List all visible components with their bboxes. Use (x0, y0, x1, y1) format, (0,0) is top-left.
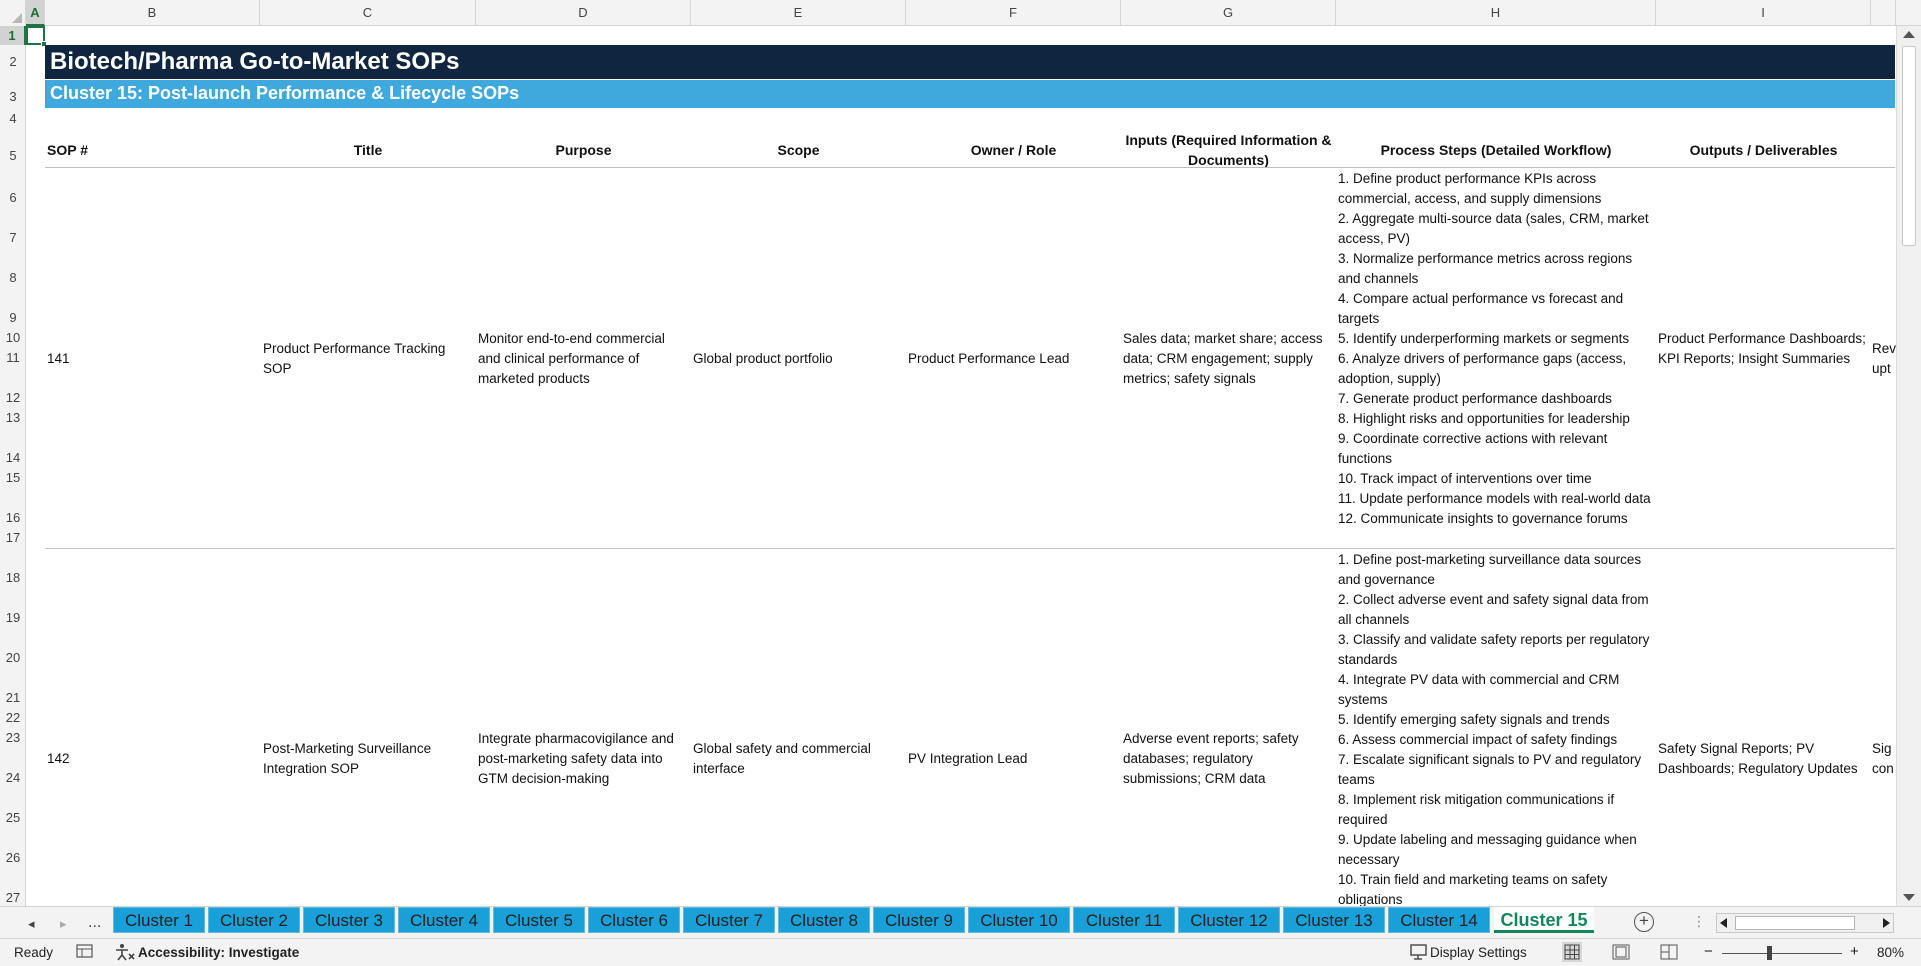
sheet-tab-cluster-1[interactable]: Cluster 1 (113, 907, 205, 933)
column-headers (0, 0, 1921, 26)
process-step: 8. Highlight risks and opportunities for leadership (1338, 411, 1630, 426)
sheet-tab-cluster-2[interactable]: Cluster 2 (208, 907, 300, 933)
header-purpose[interactable]: Purpose (555, 142, 612, 158)
process-step: 1. Define product performance KPIs across commercial, access, and supply dimensions (1338, 171, 1602, 206)
status-bar (0, 938, 1921, 966)
column-header-h[interactable]: H (1336, 0, 1656, 26)
process-step: 6. Assess commercial impact of safety findings (1338, 732, 1618, 747)
row-header-13[interactable]: 13 (5, 410, 21, 425)
record-142-owner[interactable]: PV Integration Lead (908, 751, 1028, 766)
more-sheets-button[interactable]: ... (88, 914, 102, 931)
process-step: 11. Update performance models with real-world data (1338, 491, 1651, 506)
row-header-12[interactable]: 12 (5, 390, 21, 405)
row-header-3[interactable]: 3 (9, 89, 17, 104)
row-header-23[interactable]: 23 (5, 730, 21, 745)
row-header-9[interactable]: 9 (9, 310, 17, 325)
row-header-1[interactable]: 1 (0, 26, 26, 45)
row-header-7[interactable]: 7 (9, 230, 17, 245)
record-142-outputs[interactable]: Safety Signal Reports; PV Dashboards; Regulatory Updates (1658, 741, 1858, 776)
process-step: 12. Communicate insights to governance forums (1338, 511, 1628, 526)
record-separator (45, 548, 1895, 549)
row-header-17[interactable]: 17 (5, 530, 21, 545)
record-142-inputs[interactable]: Adverse event reports; safety databases; regulatory submissions; CRM data (1123, 731, 1299, 786)
add-sheet-button[interactable]: + (1634, 912, 1654, 932)
sheet-tab-cluster-8[interactable]: Cluster 8 (778, 907, 870, 933)
row-header-11[interactable]: 11 (6, 350, 20, 365)
process-step: 2. Collect adverse event and safety signal data from all channels (1338, 592, 1649, 627)
process-step: 7. Generate product performance dashboards (1338, 391, 1612, 406)
page-break-view-icon[interactable] (1660, 944, 1678, 963)
record-141-sop[interactable]: 141 (47, 351, 70, 366)
active-cell-a1[interactable] (26, 26, 45, 45)
record-142-title[interactable]: Post-Marketing Surveillance Integration SOP (263, 741, 432, 776)
record-141-owner[interactable]: Product Performance Lead (908, 351, 1070, 366)
header-sop-number[interactable]: SOP # (47, 142, 88, 158)
process-step: 9. Coordinate corrective actions with relevant functions (1338, 431, 1608, 466)
sheet-tab-cluster-15[interactable]: Cluster 15 (1494, 907, 1594, 933)
vertical-scroll-thumb[interactable] (1902, 46, 1916, 246)
column-header-j[interactable] (1871, 0, 1896, 26)
row-header-5[interactable]: 5 (9, 148, 17, 163)
row-header-24[interactable]: 24 (5, 770, 21, 785)
process-step: 4. Integrate PV data with commercial and CRM systems (1338, 672, 1620, 707)
row-header-2[interactable]: 2 (9, 54, 17, 69)
sheet-tab-cluster-9[interactable]: Cluster 9 (873, 907, 965, 933)
sheet-tab-cluster-14[interactable]: Cluster 14 (1388, 907, 1490, 933)
row-header-18[interactable]: 18 (5, 570, 21, 585)
column-header-g[interactable]: G (1121, 0, 1336, 26)
record-141-purpose[interactable]: Monitor end-to-end commercial and clinical performance of marketed products (478, 331, 665, 386)
row-header-22[interactable]: 22 (5, 710, 21, 725)
sheet-tab-cluster-5[interactable]: Cluster 5 (493, 907, 585, 933)
process-step: 10. Train field and marketing teams on safety obligations (1338, 872, 1608, 906)
column-header-i[interactable]: I (1656, 0, 1871, 26)
zoom-slider-thumb[interactable] (1767, 946, 1772, 960)
process-step: 8. Implement risk mitigation communications if required (1338, 792, 1615, 827)
header-process-steps[interactable]: Process Steps (Detailed Workflow) (1380, 142, 1612, 158)
scroll-right-arrow-icon[interactable] (1883, 918, 1890, 928)
column-header-c[interactable]: C (260, 0, 476, 26)
zoom-slider[interactable] (1722, 953, 1842, 954)
select-all-button[interactable] (0, 0, 26, 26)
sheet-title: Biotech/Pharma Go-to-Market SOPs (50, 48, 460, 75)
tab-split-handle-icon[interactable]: ⋮ (1692, 913, 1706, 929)
sheet-tab-cluster-12[interactable]: Cluster 12 (1178, 907, 1280, 933)
row-header-4[interactable]: 4 (9, 111, 17, 126)
macro-record-icon[interactable] (76, 943, 94, 962)
display-settings-button[interactable]: Display Settings (1430, 945, 1527, 960)
column-header-f[interactable]: F (906, 0, 1121, 26)
header-outputs[interactable]: Outputs / Deliverables (1689, 142, 1838, 158)
header-scope[interactable]: Scope (777, 142, 820, 158)
sheet-subtitle: Cluster 15: Post-launch Performance & Lifecycle SOPs (50, 83, 520, 103)
record-141-inputs[interactable]: Sales data; market share; access data; CRM engagement; supply metrics; safety signals (1123, 331, 1323, 386)
tab-scroll-left-icon[interactable]: ◂ (28, 916, 35, 931)
zoom-in-button[interactable]: + (1850, 943, 1859, 960)
record-142-next-column-partial[interactable]: Sig con (1872, 741, 1894, 776)
row-header-26[interactable]: 26 (5, 850, 21, 865)
row-header-15[interactable]: 15 (5, 470, 21, 485)
accessibility-icon[interactable] (114, 943, 136, 964)
record-142-purpose[interactable]: Integrate pharmacovigilance and post-marketing safety data into GTM decision-making (478, 731, 674, 786)
column-header-d[interactable]: D (476, 0, 691, 26)
ready-status: Ready (14, 945, 54, 960)
row-header-6[interactable]: 6 (9, 190, 17, 205)
process-step: 9. Update labeling and messaging guidance when necessary (1338, 832, 1637, 867)
row-header-20[interactable]: 20 (5, 650, 21, 665)
record-141-next-column-partial[interactable]: Rev upt (1872, 341, 1896, 376)
display-settings-icon[interactable] (1410, 943, 1428, 964)
record-141-scope[interactable]: Global product portfolio (693, 351, 833, 366)
process-step: 6. Analyze drivers of performance gaps (access, adoption, supply) (1338, 351, 1627, 386)
column-header-b[interactable]: B (45, 0, 260, 26)
tab-scroll-right-icon[interactable]: ▸ (60, 916, 67, 931)
sheet-tab-cluster-13[interactable]: Cluster 13 (1283, 907, 1385, 933)
sheet-tab-bar (0, 906, 1921, 938)
zoom-level[interactable]: 80% (1877, 945, 1905, 960)
process-step: 5. Identify underperforming markets or segments (1338, 331, 1630, 346)
record-141-title[interactable]: Product Performance Tracking SOP (263, 341, 446, 376)
scroll-down-arrow-icon[interactable] (1903, 894, 1915, 901)
worksheet-grid[interactable] (26, 26, 1896, 906)
process-step: 4. Compare actual performance vs forecast and targets (1338, 291, 1624, 326)
header-bottom-border (45, 167, 1895, 168)
scroll-left-arrow-icon[interactable] (1720, 918, 1727, 928)
header-owner-role[interactable]: Owner / Role (970, 142, 1057, 158)
row-header-21[interactable]: 21 (5, 690, 21, 705)
row-header-16[interactable]: 16 (5, 510, 21, 525)
sheet-tab-cluster-4[interactable]: Cluster 4 (398, 907, 490, 933)
process-step: 1. Define post-marketing surveillance data sources and governance (1338, 552, 1642, 587)
scroll-up-arrow-icon[interactable] (1903, 31, 1915, 38)
zoom-out-button[interactable]: − (1704, 943, 1713, 960)
header-title[interactable]: Title (353, 142, 383, 158)
row-header-8[interactable]: 8 (9, 270, 17, 285)
column-header-e[interactable]: E (691, 0, 906, 26)
horizontal-scrollbar[interactable] (1716, 913, 1894, 933)
normal-view-icon[interactable] (1562, 942, 1582, 965)
record-142-sop[interactable]: 142 (47, 751, 70, 766)
sheet-tab-cluster-11[interactable]: Cluster 11 (1073, 907, 1175, 933)
row-header-10[interactable]: 10 (5, 330, 21, 345)
process-step: 3. Normalize performance metrics across regions and channels (1338, 251, 1633, 286)
select-all-triangle-icon (12, 13, 22, 23)
row-header-14[interactable]: 14 (5, 450, 21, 465)
sheet-tab-cluster-10[interactable]: Cluster 10 (968, 907, 1070, 933)
page-layout-view-icon[interactable] (1612, 944, 1630, 963)
row-header-27[interactable]: 27 (5, 890, 21, 905)
process-step: 7. Escalate significant signals to PV and regulatory teams (1338, 752, 1642, 787)
column-header-a[interactable]: A (26, 0, 45, 26)
process-step: 10. Track impact of interventions over time (1338, 471, 1592, 486)
record-142-scope[interactable]: Global safety and commercial interface (693, 741, 871, 776)
sheet-tab-cluster-7[interactable]: Cluster 7 (683, 907, 775, 933)
sheet-tab-cluster-6[interactable]: Cluster 6 (588, 907, 680, 933)
vertical-scrollbar[interactable] (1896, 26, 1921, 906)
horizontal-scroll-thumb[interactable] (1735, 916, 1855, 930)
accessibility-status-button[interactable]: Accessibility: Investigate (138, 945, 300, 960)
process-step: 3. Classify and validate safety reports per regulatory standards (1338, 632, 1650, 667)
row-headers (0, 26, 26, 906)
row-header-25[interactable]: 25 (5, 810, 21, 825)
record-141-process-steps[interactable] (1338, 169, 1653, 529)
record-141-outputs[interactable]: Product Performance Dashboards; KPI Reports; Insight Summaries (1658, 331, 1866, 366)
sheet-tab-cluster-3[interactable]: Cluster 3 (303, 907, 395, 933)
record-142-process-steps[interactable] (1338, 550, 1653, 906)
row-header-19[interactable]: 19 (5, 610, 21, 625)
process-step: 2. Aggregate multi-source data (sales, CRM, market access, PV) (1338, 211, 1649, 246)
process-step: 5. Identify emerging safety signals and trends (1338, 712, 1610, 727)
header-inputs[interactable]: Inputs (Required Information & Documents) (1125, 132, 1332, 168)
